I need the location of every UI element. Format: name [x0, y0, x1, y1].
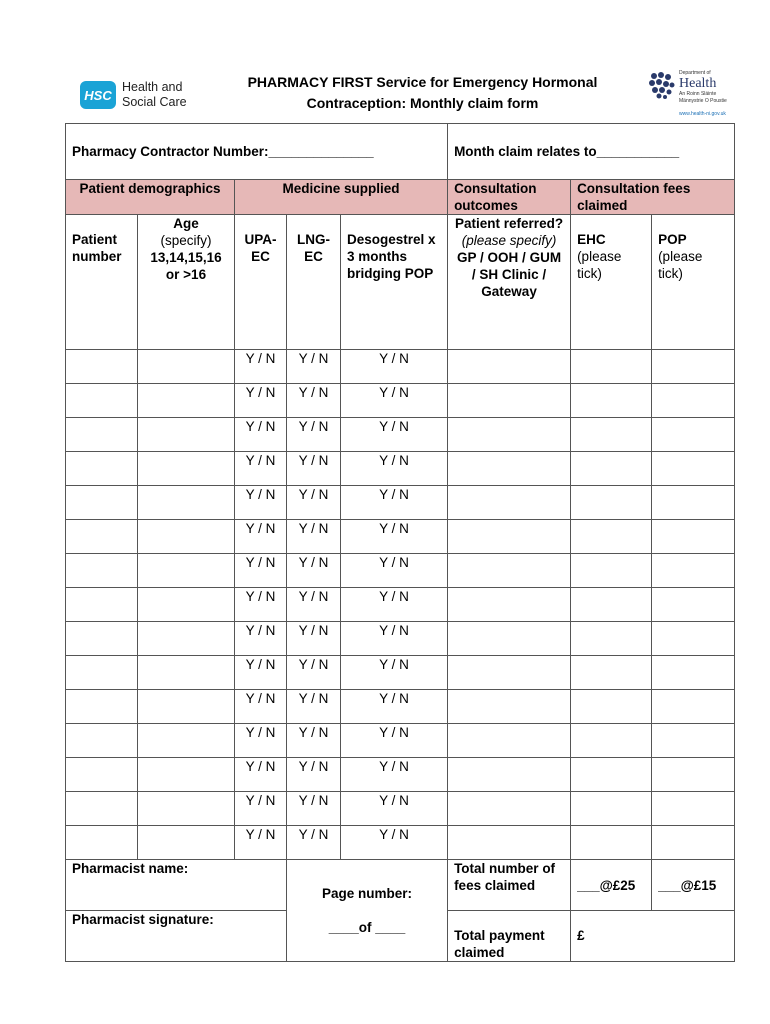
- referred-options: GP / OOH / GUM / SH Clinic / Gateway: [457, 250, 562, 299]
- lng-ec-cell[interactable]: Y / N: [287, 350, 341, 384]
- upa-ec-cell[interactable]: Y / N: [235, 384, 287, 418]
- patient-referred-cell[interactable]: [448, 384, 571, 418]
- ehc-tick-cell[interactable]: [571, 588, 652, 622]
- doh-line3: Männystrie O Poustie: [679, 98, 727, 104]
- hsc-logo-text: [122, 80, 187, 110]
- patient-referred-cell[interactable]: [448, 350, 571, 384]
- patient-referred-header: [448, 215, 571, 350]
- upa-ec-cell[interactable]: Y / N: [235, 486, 287, 520]
- page-number-label: Page number:: [322, 886, 413, 901]
- age-cell[interactable]: [138, 384, 235, 418]
- patient-referred-cell[interactable]: [448, 826, 571, 860]
- pop-tick-cell[interactable]: [652, 554, 735, 588]
- hsc-logo-line1: Health and: [122, 80, 183, 94]
- pop-tick-cell[interactable]: [652, 384, 735, 418]
- patient-demographics-header: Patient demographics: [66, 180, 235, 215]
- age-cell[interactable]: [138, 690, 235, 724]
- desogestrel-cell[interactable]: Y / N: [341, 656, 448, 690]
- doh-logo-text: [679, 70, 727, 118]
- consultation-outcomes-header: Consultation outcomes: [448, 180, 571, 215]
- desogestrel-cell[interactable]: Y / N: [341, 588, 448, 622]
- lng-ec-cell[interactable]: Y / N: [287, 826, 341, 860]
- pop-tick-cell[interactable]: [652, 690, 735, 724]
- ehc-tick-cell[interactable]: [571, 486, 652, 520]
- lng-ec-cell[interactable]: Y / N: [287, 520, 341, 554]
- table-row: [66, 724, 735, 758]
- age-cell[interactable]: [138, 826, 235, 860]
- ehc-header: [571, 215, 652, 350]
- patient-number-cell[interactable]: [66, 758, 138, 792]
- patient-number-cell[interactable]: [66, 622, 138, 656]
- patient-number-cell[interactable]: [66, 350, 138, 384]
- upa-ec-cell[interactable]: Y / N: [235, 792, 287, 826]
- ehc-tick-cell[interactable]: [571, 384, 652, 418]
- hsc-logo: [80, 80, 190, 112]
- patient-number-cell[interactable]: [66, 588, 138, 622]
- claim-form-table: [65, 123, 735, 962]
- page-of-field[interactable]: ____of ____: [328, 920, 406, 935]
- column-header-row: [66, 215, 735, 350]
- lng-ec-header: LNG-EC: [287, 215, 341, 350]
- age-cell[interactable]: [138, 724, 235, 758]
- patient-referred-cell[interactable]: [448, 418, 571, 452]
- pop-tick-cell[interactable]: [652, 656, 735, 690]
- patient-number-cell[interactable]: [66, 486, 138, 520]
- desogestrel-cell[interactable]: Y / N: [341, 758, 448, 792]
- age-header: [138, 215, 235, 350]
- desogestrel-cell[interactable]: Y / N: [341, 690, 448, 724]
- pop-note: (please tick): [658, 249, 703, 281]
- table-row: [66, 452, 735, 486]
- table-row: [66, 350, 735, 384]
- ehc-title: EHC: [577, 232, 606, 247]
- patient-referred-cell[interactable]: [448, 758, 571, 792]
- age-cell[interactable]: [138, 486, 235, 520]
- doh-title: Health: [679, 76, 717, 91]
- desogestrel-cell[interactable]: Y / N: [341, 622, 448, 656]
- contractor-row: [66, 124, 735, 180]
- patient-referred-cell[interactable]: [448, 486, 571, 520]
- table-row: [66, 792, 735, 826]
- pop-tick-cell[interactable]: [652, 486, 735, 520]
- ehc-tick-cell[interactable]: [571, 758, 652, 792]
- title-line2: Contraception: Monthly claim form: [306, 95, 539, 111]
- upa-ec-cell[interactable]: Y / N: [235, 622, 287, 656]
- pop-tick-cell[interactable]: [652, 588, 735, 622]
- medicine-supplied-header: Medicine supplied: [235, 180, 448, 215]
- upa-ec-cell[interactable]: Y / N: [235, 350, 287, 384]
- department-of-health-logo: [648, 68, 738, 118]
- patient-referred-cell[interactable]: [448, 656, 571, 690]
- patient-number-cell[interactable]: [66, 690, 138, 724]
- upa-ec-cell[interactable]: Y / N: [235, 452, 287, 486]
- lng-ec-cell[interactable]: Y / N: [287, 690, 341, 724]
- lng-ec-cell[interactable]: Y / N: [287, 554, 341, 588]
- group-header-row: [66, 180, 735, 215]
- total-payment-field[interactable]: £: [571, 911, 735, 962]
- pop-tick-cell[interactable]: [652, 350, 735, 384]
- patient-referred-cell[interactable]: [448, 724, 571, 758]
- age-specify: (specify): [160, 233, 212, 248]
- table-row: [66, 622, 735, 656]
- upa-ec-cell[interactable]: Y / N: [235, 588, 287, 622]
- table-row: [66, 690, 735, 724]
- age-cell[interactable]: [138, 656, 235, 690]
- patient-referred-cell[interactable]: [448, 690, 571, 724]
- lng-ec-cell[interactable]: Y / N: [287, 486, 341, 520]
- age-title: Age: [173, 216, 199, 231]
- pop-tick-cell[interactable]: [652, 792, 735, 826]
- table-row: [66, 520, 735, 554]
- pharmacist-signature-field[interactable]: Pharmacist signature:: [66, 911, 287, 962]
- table-row: [66, 486, 735, 520]
- patient-referred-cell[interactable]: [448, 622, 571, 656]
- pharmacy-contractor-number-field[interactable]: Pharmacy Contractor Number:______________: [66, 124, 448, 180]
- total-payment-label: Total payment claimed: [448, 911, 571, 962]
- page-title: [215, 72, 630, 114]
- pop-header: [652, 215, 735, 350]
- desogestrel-cell[interactable]: Y / N: [341, 384, 448, 418]
- table-row: [66, 758, 735, 792]
- lng-ec-cell[interactable]: Y / N: [287, 384, 341, 418]
- data-rows: [66, 350, 735, 860]
- ehc-tick-cell[interactable]: [571, 452, 652, 486]
- desogestrel-cell[interactable]: Y / N: [341, 350, 448, 384]
- lng-ec-cell[interactable]: Y / N: [287, 792, 341, 826]
- lng-ec-cell[interactable]: Y / N: [287, 588, 341, 622]
- pop-title: POP: [658, 232, 687, 247]
- pop-tick-cell[interactable]: [652, 452, 735, 486]
- footer-row-1: [66, 860, 735, 911]
- patient-number-cell[interactable]: [66, 520, 138, 554]
- upa-ec-cell[interactable]: Y / N: [235, 690, 287, 724]
- pop-tick-cell[interactable]: [652, 758, 735, 792]
- age-cell[interactable]: [138, 792, 235, 826]
- desogestrel-cell[interactable]: Y / N: [341, 792, 448, 826]
- pop-tick-cell[interactable]: [652, 826, 735, 860]
- doh-line2: An Roinn Sláinte: [679, 91, 717, 97]
- lng-ec-cell[interactable]: Y / N: [287, 758, 341, 792]
- table-row: [66, 554, 735, 588]
- upa-ec-cell[interactable]: Y / N: [235, 520, 287, 554]
- page-number-cell[interactable]: [287, 860, 448, 962]
- ehc-tick-cell[interactable]: [571, 520, 652, 554]
- pop-tick-cell[interactable]: [652, 622, 735, 656]
- doh-emblem-icon: [648, 70, 676, 100]
- patient-referred-cell[interactable]: [448, 588, 571, 622]
- lng-ec-cell[interactable]: Y / N: [287, 724, 341, 758]
- desogestrel-cell[interactable]: Y / N: [341, 486, 448, 520]
- age-cell[interactable]: [138, 452, 235, 486]
- table-row: [66, 418, 735, 452]
- desogestrel-cell[interactable]: Y / N: [341, 520, 448, 554]
- ehc-tick-cell[interactable]: [571, 690, 652, 724]
- age-cell[interactable]: [138, 350, 235, 384]
- patient-referred-cell[interactable]: [448, 554, 571, 588]
- referred-specify: (please specify): [461, 233, 557, 248]
- patient-number-cell[interactable]: [66, 384, 138, 418]
- age-values: 13,14,15,16 or >16: [150, 250, 222, 282]
- ehc-tick-cell[interactable]: [571, 724, 652, 758]
- age-cell[interactable]: [138, 588, 235, 622]
- total-fees-label: Total number of fees claimed: [448, 860, 571, 911]
- pharmacist-name-field[interactable]: Pharmacist name:: [66, 860, 287, 911]
- upa-ec-cell[interactable]: Y / N: [235, 554, 287, 588]
- upa-ec-header: UPA-EC: [235, 215, 287, 350]
- upa-ec-cell[interactable]: Y / N: [235, 758, 287, 792]
- doh-small-top: Department of: [679, 70, 711, 76]
- patient-number-header: Patient number: [66, 215, 138, 350]
- fee-ehc-field[interactable]: ___@£25: [571, 860, 652, 911]
- hsc-logo-line2: Social Care: [122, 95, 187, 109]
- age-cell[interactable]: [138, 554, 235, 588]
- hsc-logo-mark: HSC: [80, 81, 116, 109]
- patient-number-cell[interactable]: [66, 792, 138, 826]
- referred-title: Patient referred?: [455, 216, 564, 231]
- pop-tick-cell[interactable]: [652, 724, 735, 758]
- ehc-tick-cell[interactable]: [571, 826, 652, 860]
- desogestrel-cell[interactable]: Y / N: [341, 452, 448, 486]
- patient-number-cell[interactable]: [66, 452, 138, 486]
- upa-ec-cell[interactable]: Y / N: [235, 656, 287, 690]
- table-row: [66, 826, 735, 860]
- ehc-tick-cell[interactable]: [571, 350, 652, 384]
- ehc-tick-cell[interactable]: [571, 656, 652, 690]
- age-cell[interactable]: [138, 758, 235, 792]
- pop-tick-cell[interactable]: [652, 520, 735, 554]
- patient-number-cell[interactable]: [66, 724, 138, 758]
- desogestrel-header: Desogestrel x 3 months bridging POP: [341, 215, 448, 350]
- desogestrel-cell[interactable]: Y / N: [341, 724, 448, 758]
- upa-ec-cell[interactable]: Y / N: [235, 826, 287, 860]
- patient-number-cell[interactable]: [66, 554, 138, 588]
- table-row: [66, 384, 735, 418]
- table-row: [66, 656, 735, 690]
- desogestrel-cell[interactable]: Y / N: [341, 554, 448, 588]
- patient-number-cell[interactable]: [66, 826, 138, 860]
- patient-referred-cell[interactable]: [448, 452, 571, 486]
- lng-ec-cell[interactable]: Y / N: [287, 656, 341, 690]
- ehc-tick-cell[interactable]: [571, 622, 652, 656]
- upa-ec-cell[interactable]: Y / N: [235, 418, 287, 452]
- age-cell[interactable]: [138, 520, 235, 554]
- pop-tick-cell[interactable]: [652, 418, 735, 452]
- ehc-note: (please tick): [577, 249, 622, 281]
- desogestrel-cell[interactable]: Y / N: [341, 826, 448, 860]
- age-cell[interactable]: [138, 418, 235, 452]
- upa-ec-cell[interactable]: Y / N: [235, 724, 287, 758]
- ehc-tick-cell[interactable]: [571, 418, 652, 452]
- ehc-tick-cell[interactable]: [571, 792, 652, 826]
- lng-ec-cell[interactable]: Y / N: [287, 452, 341, 486]
- patient-number-cell[interactable]: [66, 656, 138, 690]
- lng-ec-cell[interactable]: Y / N: [287, 418, 341, 452]
- desogestrel-cell[interactable]: Y / N: [341, 418, 448, 452]
- table-row: [66, 588, 735, 622]
- month-claim-field[interactable]: Month claim relates to___________: [448, 124, 735, 180]
- title-line1: PHARMACY FIRST Service for Emergency Hormonal: [247, 74, 598, 90]
- patient-referred-cell[interactable]: [448, 792, 571, 826]
- consultation-fees-header: Consultation fees claimed: [571, 180, 735, 215]
- patient-referred-cell[interactable]: [448, 520, 571, 554]
- patient-number-cell[interactable]: [66, 418, 138, 452]
- age-cell[interactable]: [138, 622, 235, 656]
- fee-pop-field[interactable]: ___@£15: [652, 860, 735, 911]
- ehc-tick-cell[interactable]: [571, 554, 652, 588]
- lng-ec-cell[interactable]: Y / N: [287, 622, 341, 656]
- doh-url: www.health-ni.gov.uk: [679, 111, 726, 117]
